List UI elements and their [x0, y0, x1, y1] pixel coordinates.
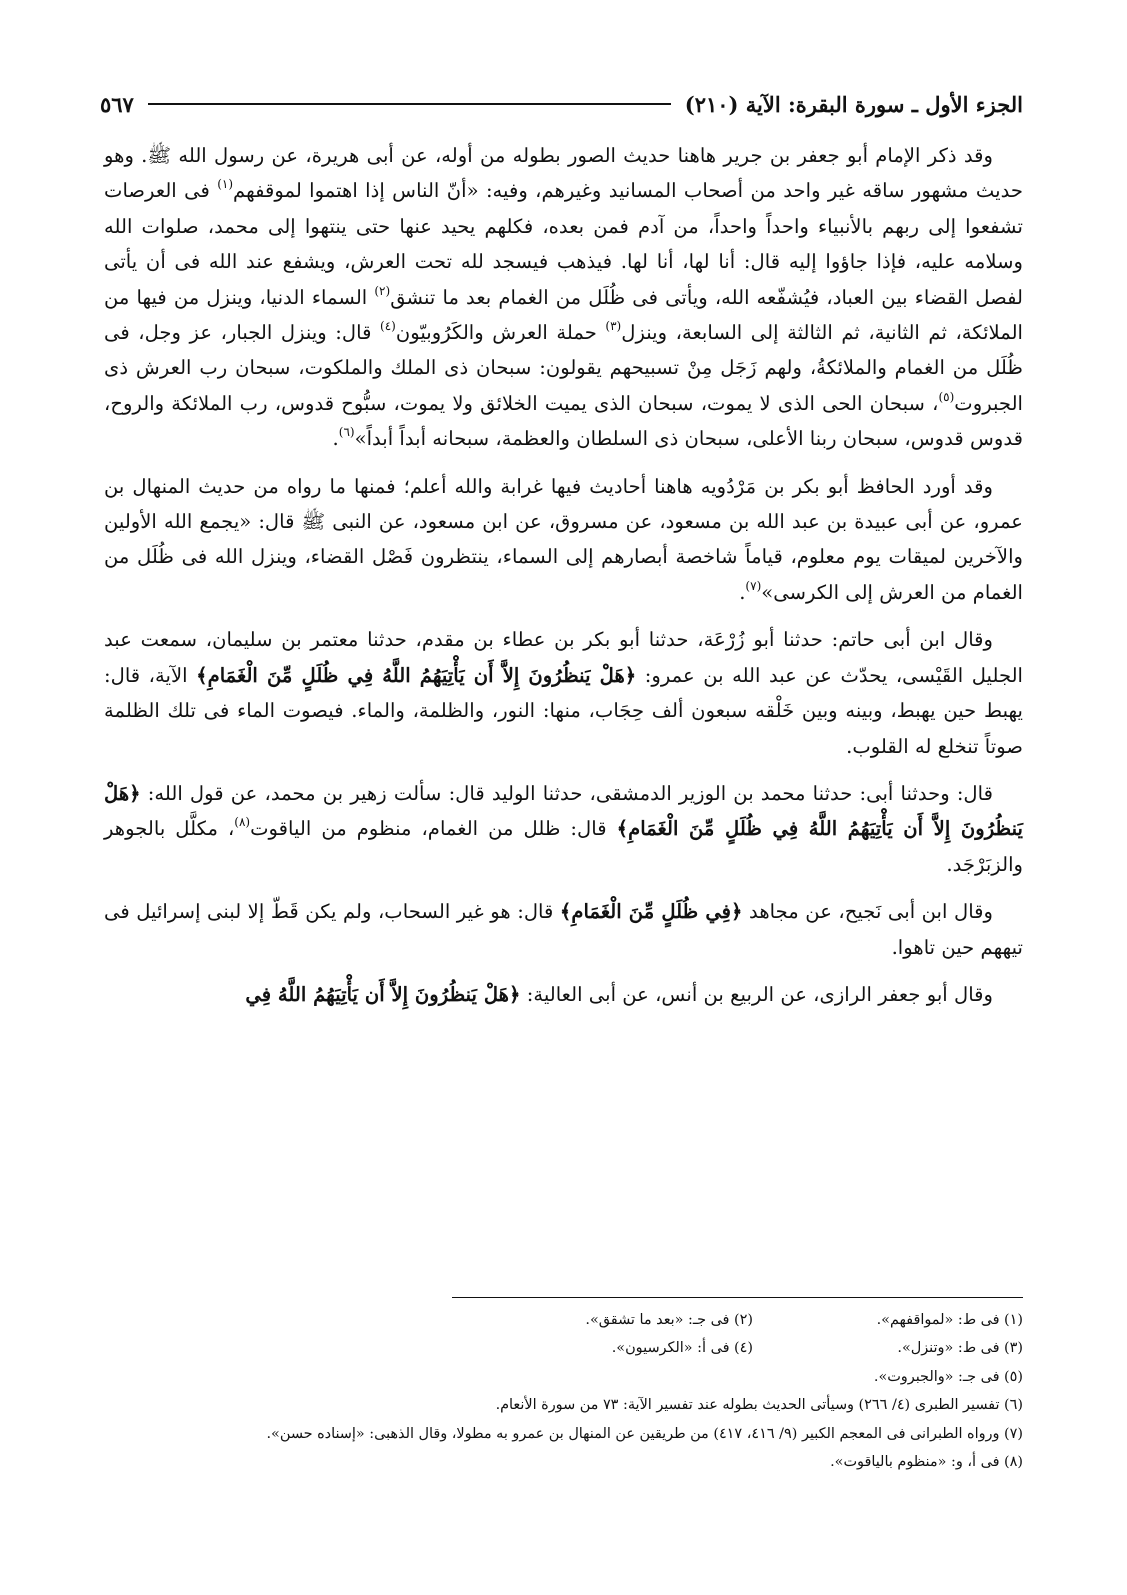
paragraph — [104, 776, 1023, 882]
quran-verse: ﴿هَلْ يَنظُرُونَ إِلاَّ أَن يَأْتِيَهُمُ اللَّهُ فِي ظُلَلٍ مِّنَ الْغَمَامِ﴾ — [196, 663, 637, 687]
quran-verse: ﴿فِي ظُلَلٍ مِّنَ الْغَمَامِ﴾ — [559, 900, 743, 924]
footnote-reference: (٨) — [234, 815, 251, 830]
text-run: السماء الدنيا، وينزل من فيها من الملائكة، ثم الثانية، ثم الثالثة إلى السابعة، وينزل — [104, 285, 1023, 345]
running-header — [100, 86, 1023, 122]
text-run: قال: وحدثنا أبى: حدثنا محمد بن الوزير الدمشقى، حدثنا الوليد قال: سألت زهير بن محمد، عن قول الله: — [140, 781, 993, 805]
header-title: الجزء الأول ـ سورة البقرة: الآية (٢١٠) — [684, 91, 1023, 117]
text-run: ، سبحان الحى الذى لا يموت، سبحان الذى يميت الخلائق ولا يموت، سبُّوح قدوس، رب الملائكة والروح، قدوس قدوس، سبحان ربنا الأعلى، سبحان ذى السلطان والعظمة، سبحانه أبداً أبداً» — [104, 391, 1023, 451]
text-run: وقال ابن أبى نَجيح، عن مجاهد — [742, 900, 994, 924]
text-run: وقال أبو جعفر الرازى، عن الربيع بن أنس، عن أبى العالية: — [520, 982, 993, 1006]
text-run: وقد أورد الحافظ أبو بكر بن مَرْدُويه هاهنا أحاديث فيها غرابة والله أعلم؛ فمنها ما رواه من حديث المنهال بن عمرو، عن أبى عبيدة بن عبد الله بن مسعود، عن مسروق، عن ابن مسعود، عن النبى ﷺ قال: «يجمع الله الأولين والآخرين لميقات يوم معلوم، قياماً شاخصة أبصارهم إلى السماء، ينتظرون فَصْل القضاء، وينزل الله فى ظُلَل من الغمام من العرش إلى الكرسى» — [104, 474, 1023, 604]
footnote-3: (٣) فى ط: «وتنزل». — [897, 1340, 1023, 1357]
footnote-reference: (١) — [217, 177, 234, 192]
footnote-4: (٤) فى أ: «الكرسيون». — [611, 1340, 753, 1357]
text-run: قال: وينزل الجبار، عز وجل، فى ظُلَل من الغمام والملائكةُ، ولهم زَجَل مِنْ تسبيحهم يقولون: سبحان ذى الملك والملكوت، سبحان رب العرش ذى الجبروت — [104, 321, 1023, 415]
footnote-7: (٧) ورواه الطبرانى فى المعجم الكبير (٩/ ٤١٦، ٤١٧) من طريقين عن المنهال بن عمرو به مطولا، وقال الذهبى: «إسناده حسن». — [266, 1425, 1023, 1442]
quran-verse: ﴿هَلْ يَنظُرُونَ إِلاَّ أَن يَأْتِيَهُمُ اللَّهُ فِي — [245, 982, 521, 1006]
footnote-5: (٥) فى جـ: «والجبروت». — [873, 1368, 1023, 1385]
footnote-reference: (٥) — [938, 389, 955, 404]
footnote-6: (٦) تفسير الطبرى (٤/ ٢٦٦) وسيأتى الحديث بطوله عند تفسير الآية: ٧٣ من سورة الأنعام. — [495, 1397, 1023, 1414]
page-number: ٥٦٧ — [100, 91, 134, 117]
footnote-8: (٨) فى أ، و: «منظوم بالياقوت». — [830, 1454, 1023, 1471]
footnote-reference: (٤) — [380, 319, 396, 334]
text-run: وقال ابن أبى حاتم: حدثنا أبو زُرْعَة، حدثنا أبو بكر بن عطاء بن مقدم، حدثنا معتمر بن سليمان، سمعت عبد الجليل القَيْسى، يحدّث عن عبد الله بن عمرو: — [104, 628, 1024, 687]
text-run: . — [739, 580, 746, 604]
footnote-1: (١) فى ط: «لمواقفهم». — [876, 1312, 1023, 1328]
footnote-reference: (٦) — [338, 425, 355, 440]
text-run: وقد ذكر الإمام أبو جعفر بن جرير هاهنا حديث الصور بطوله من أوله، عن أبى هريرة، عن رسول الله ﷺ. وهو حديث مشهور ساقه غير واحد من أصحاب المسانيد وغيرهم، وفيه: «أنّ الناس إذا اهتموا لموقفهم — [104, 144, 1023, 203]
quran-verse: ﴿هَلْ يَنظُرُونَ إِلاَّ أَن يَأْتِيَهُمُ اللَّهُ فِي ظُلَلٍ مِّنَ الْغَمَامِ﴾ — [104, 781, 1023, 841]
footnote-row — [104, 1334, 1023, 1362]
paragraph — [104, 138, 1023, 457]
footnote-separator — [452, 1297, 1023, 1298]
header-rule — [148, 103, 671, 105]
footnote-reference: (٢) — [374, 283, 391, 298]
paragraph — [104, 622, 1023, 764]
footnote-row — [104, 1306, 1023, 1334]
text-run: ، مكلَّل بالجوهر والزبَرْجَد. — [104, 817, 1023, 876]
text-run: الآية، قال: يهبط حين يهبط، وبينه وبين خَلْقه سبعون ألف حِجَاب، منها: النور، والظلمة، والماء. فيصوت الماء فى تلك الظلمة صوتاً تنخلع له القلوب. — [104, 663, 1023, 758]
footnote-reference: (٣) — [605, 319, 622, 334]
main-text — [104, 138, 1023, 1024]
paragraph — [104, 469, 1023, 611]
footnote-2: (٢) فى جـ: «بعد ما تشقق». — [585, 1312, 753, 1328]
text-run: قال: هو غير السحاب، ولم يكن قَطّ إلا لبنى إسرائيل فى تيههم حين تاهوا. — [104, 900, 1023, 959]
footnotes — [104, 1306, 1023, 1476]
text-run: فى العرصات تشفعوا إلى ربهم بالأنبياء واحداً واحداً، من آدم فمن بعده، فكلهم يحيد عنها حتى ينتهوا إلى محمد، صلوات الله وسلامه عليه، فإذا جاؤوا إليه قال: أنا لها، أنا لها. فيذهب فيسجد لله تحت العرش، ويشفع عند الله فى أن يأتى لفصل القضاء بين العباد، فيُشفّعه الله، ويأتى فى ظُلَل من الغمام بعد ما تنشق — [104, 179, 1024, 309]
footnote-reference: (٧) — [745, 578, 762, 593]
paragraph — [104, 894, 1023, 965]
paragraph — [104, 977, 1023, 1012]
text-run: قال: ظلل من الغمام، منظوم من الياقوت — [250, 817, 617, 841]
text-run: حملة العرش والكَرُوبيّون — [395, 321, 606, 345]
text-run: . — [332, 427, 339, 451]
